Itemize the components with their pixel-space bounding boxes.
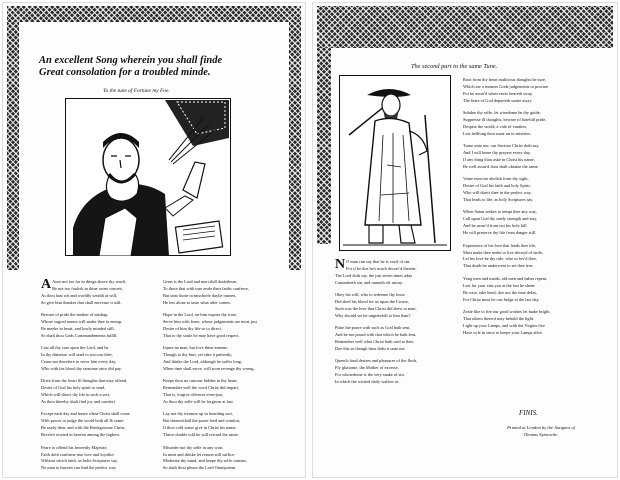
stanza: Lay not thy treasure up in hoarding sort, But therewithall the poore feed and comfort, If thou cold water give in Christ his name, Thrice double told he will reward the same. (163, 411, 241, 438)
imprint: Printed at London by the Assignes of Thomas Symcocke. (507, 425, 575, 437)
stanza: N O man can say that he is voyd of sin, For if he doe he's much deceiv'd therein: The Lord doth say, the just seven times aday Committeth sin, and runneth oft astray. (335, 257, 417, 285)
ornament-border-top (7, 6, 301, 22)
stanza: Injure no man, but love thine enemie, Though to thy hurt, yet take it patiently, And thinke the Lord, although he suffer long, When time shall serve, will soon revenge thy wrong. (163, 345, 255, 372)
stanza: Root from thy heart malicious thoughts be sure, Which are a meanes Gods judgements to procure For be assur'd when envie beareth sway, The feare of God departeth soone away. (463, 77, 549, 103)
stanza: When Satan seekes to tempt thee any way, Call upon God thy onely strength and stay, And be assur'd from out his holy hill He will preserve thy life from danger still. (463, 209, 538, 236)
stanza: Quench fond desires and pleasures of the flesh, Fly gluttonie, the Mother of excesse, For whoredome is the very snake of sin, In which the wicked daily wallow in. (335, 358, 418, 385)
stanza: Vaine exercise abolish from thy sight, Desire of God his faith and holy Spirit, Who will direct thee in the perfect way, That leads to life, as holy Scriptures say. (463, 176, 534, 203)
stanza: A Ause not too far in things above thy reach, Be not too foolish in thine owne conceit, As thou hast wit and worldly wealth at will, So give him thankes that shall encrease it still. (41, 277, 127, 305)
verse-column-right-top (463, 77, 615, 342)
verse-column-1 (41, 279, 169, 478)
stanza: Beware of pride the mother of mishap, Whose sugred snares will snake thee to entrap, Be meeke in heart, and lowly minded still, So shalt thou Gods Commandements fulfill. (41, 312, 123, 338)
ornament-border-left (7, 22, 19, 270)
stanza: Great is the Lord and mercifull doubtlesse, To those that with true zeale their faults confesse, But unto those in mischiefe daylie runnes, He lets alone to taste what after comes. (163, 279, 249, 305)
stanza: Cast all thy care upon the Lord, and be In thy distresse will send to succour thee, Cease not therefore to serve him every day, Who with his blood thy ransome once did pay. (41, 345, 122, 372)
section-title: The second part to the same Tune. (411, 63, 498, 70)
stanza: Keepe thou no rancour hidden in thy heart, Remember well the word Christ did impart, That is, forgive offences even-just, As thou thy selfe will be forgiven at last. (163, 378, 239, 405)
drop-cap: N (335, 257, 346, 272)
stanza: Drive from thy heart ill thoughts that may offend, Desire of God his holy spirit to send, Which will direct thy life in such a sort, As thou thereby shalt find joy and comfort. (41, 378, 128, 405)
stanza: Feare to offend his heavenly Majestie, Faith doth confirme true love and loyaltie: Without which faith, as holie Scriptures say, No man to heaven can find the perfect way. (41, 444, 118, 471)
woodcut-pilgrim (339, 75, 451, 251)
stanza: Subdue thy selfe, let wisedome be thy guide, Suppresse ill thoughts, beware of hatefull pride, Despise the world, a vale of vanities, Lest hellfong thou runst on in miseries. (463, 110, 547, 136)
stanza: Turne unto me, our Saviour Christ doth say, And I will heare thy prayers every day, If any thing thou aske in Christ his name, Be well assur'd thou shalt obtaine the same. (463, 143, 540, 170)
ornament-border-left (317, 48, 331, 244)
verse-column-right-bottom (335, 259, 465, 391)
finis: FINIS. (519, 409, 538, 417)
stanza: Misorder not thy selfe in any wise, In meat and drinke let reason still suffice: Moderate thy mind, and keepe thy selfe content, So shalt thou please the Lord Omnipotent. (163, 444, 247, 471)
ornament-border-top (317, 6, 613, 48)
stanza: Zeale like to fire our good workes let make bright, That others thereof may behold the light: Light up your Lamps, and with the Virgins five Have oyle in store to keepe your Lamps alive. (463, 308, 551, 335)
stanza: Yong men and maids, old men and babes repent, Lest for your sins you at the last be shent: Be wise, take heed, doe not the time delay, For Christ must be our Judge at the last day. (463, 275, 548, 302)
left-page (2, 2, 306, 478)
stanza: Except each day and houre when Christ shall come With power to judge the world both all & some: Be ready then, and with the Bridegroome Christ, Receive reward in heaven among the highest. (41, 411, 130, 438)
stanza: Experience of his love that lends thee life, Must make thee seeke to live devoyd of strife, Let his love be thy rule, who so lov'd thee, That death he underwent to set thee free. (463, 242, 544, 269)
stanza: Pittie the poore with such as God hath sent, And be not proud with that which he hath lent, Remember well what Christ hath said to thee, Doe this as though thou didst it unto me. (335, 325, 417, 352)
stanza: Obey his will, who to redeeme thy losse Did shed his blood for us upon the Crosse, Such was the love that Christ did shew to man, Why should we be ungratefull to him than? (335, 292, 417, 318)
ballad-title: An excellent Song wherein you shall finde Great consolation for a troubled minde. (39, 55, 223, 78)
drop-cap: A (41, 277, 52, 292)
woodcut-praying-man (65, 98, 231, 256)
verse-column-2 (163, 279, 299, 478)
ornament-border-right (289, 22, 301, 270)
stanza: Hope in the Lord, on him expose thy trust, Serve him with feare, whose judgements are most just Desire of him thy life so to direct, That to thy soule he may have good respect. (163, 312, 257, 338)
right-page (312, 2, 618, 478)
tune-line: To the tune of Fortune my Foe. (103, 88, 170, 94)
